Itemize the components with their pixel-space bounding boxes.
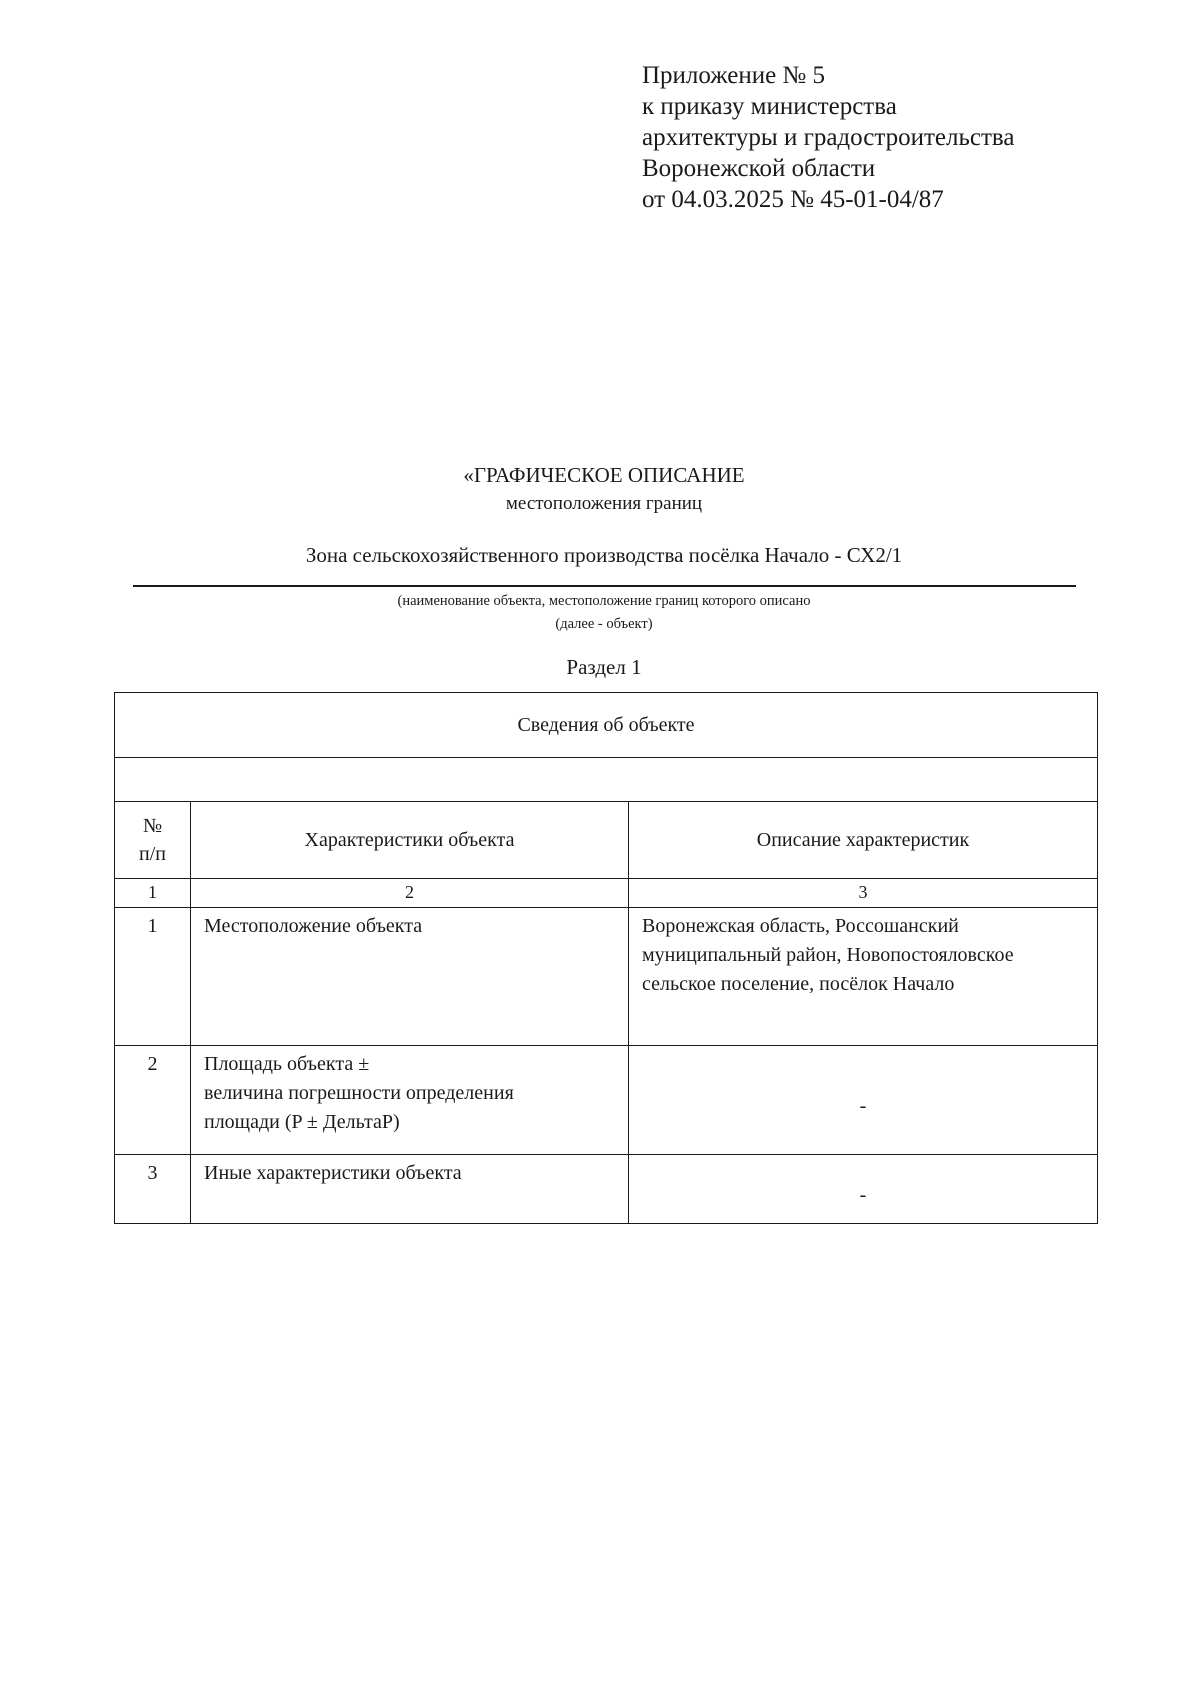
table-column-header-row (115, 802, 1098, 879)
table-column-index-row (115, 879, 1098, 908)
appendix-line: от 04.03.2025 № 45-01-04/87 (642, 186, 944, 213)
row-characteristic: Местоположение объекта (191, 908, 629, 1046)
table-empty-row (115, 758, 1098, 802)
row-number: 3 (115, 1155, 191, 1224)
document-subtitle: местоположения границ (505, 493, 703, 514)
column-header-number-line: № (142, 815, 163, 837)
section-label: Раздел 1 (566, 655, 642, 679)
appendix-line: Воронежской области (642, 155, 876, 182)
column-header-number-line: п/п (139, 843, 166, 865)
object-name-caption (130, 590, 1078, 636)
column-index: 2 (191, 879, 629, 908)
table-empty-cell (115, 758, 1098, 802)
row-description: - (629, 1155, 1098, 1224)
appendix-line: Приложение № 5 (642, 62, 826, 89)
caption-line: (далее - объект) (555, 616, 653, 632)
column-header-description: Описание характеристик (629, 802, 1098, 879)
row-characteristic-line: площади (P ± ДельтаP) (204, 1111, 400, 1133)
object-info-table (114, 692, 1098, 1224)
table-heading: Сведения об объекте (115, 693, 1098, 758)
column-index: 3 (629, 879, 1098, 908)
row-characteristic-line: величина погрешности определения (204, 1082, 514, 1104)
column-header-characteristics: Характеристики объекта (191, 802, 629, 879)
row-description: Воронежская область, Россошанский муниципальный район, Новопостояловское сельское поселение, посёлок Начало (629, 908, 1098, 1046)
row-characteristic (191, 1046, 629, 1155)
table-row (115, 1155, 1098, 1224)
object-name-underline (133, 585, 1076, 587)
document-title: «ГРАФИЧЕСКОЕ ОПИСАНИЕ (463, 463, 745, 487)
table-row (115, 1046, 1098, 1155)
row-description: - (629, 1046, 1098, 1155)
column-index: 1 (115, 879, 191, 908)
appendix-header (642, 60, 1122, 215)
row-characteristic: Иные характеристики объекта (191, 1155, 629, 1224)
column-header-number (115, 802, 191, 879)
appendix-line: к приказу министерства (642, 93, 897, 120)
object-name: Зона сельскохозяйственного производства посёлка Начало - СХ2/1 (305, 543, 903, 567)
appendix-line: архитектуры и градостроительства (642, 124, 1015, 151)
row-characteristic-line: Площадь объекта ± (204, 1053, 370, 1075)
caption-line: (наименование объекта, местоположение границ которого описано (397, 593, 811, 609)
row-number: 1 (115, 908, 191, 1046)
row-number: 2 (115, 1046, 191, 1155)
table-row (115, 908, 1098, 1046)
table-heading-row (115, 693, 1098, 758)
